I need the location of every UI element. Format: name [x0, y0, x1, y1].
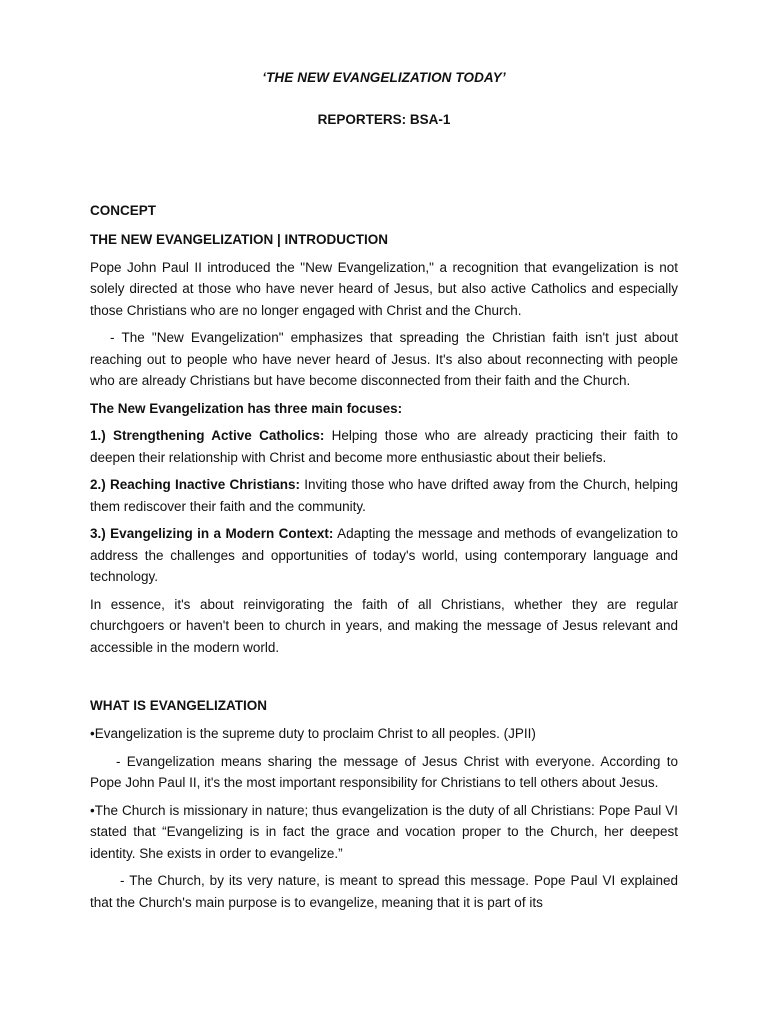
bullet-point: •The Church is missionary in nature; thus evangelization is the duty of all Christians: Pope Paul VI stated that “Evangelizing is in fact the grace and vocation proper to the Church, her deepest identity. She exists in order to evangelize.”	[90, 802, 678, 861]
focus-label: 2.) Reaching Inactive Christians:	[90, 477, 301, 492]
focuses-heading	[90, 398, 678, 420]
reporters-line: REPORTERS: BSA-1	[317, 112, 451, 127]
focus-text: Inviting those who have drifted away from the Church, helping them rediscover their faith and the community.	[90, 477, 678, 514]
focuses-heading-text: The New Evangelization has three main focuses:	[90, 400, 403, 416]
intro-heading: THE NEW EVANGELIZATION | INTRODUCTION	[90, 231, 389, 247]
focus-label: 3.) Evangelizing in a Modern Context:	[90, 526, 334, 541]
what-is-evangelization-heading: WHAT IS EVANGELIZATION	[90, 698, 267, 713]
bullet-point: •Evangelization is the supreme duty to proclaim Christ to all peoples. (JPII)	[90, 726, 536, 741]
focus-text: Adapting the message and methods of evangelization to address the challenges and opportunities of today's world, using contemporary language and technology.	[90, 526, 678, 584]
document-title: ‘THE NEW EVANGELIZATION TODAY’	[262, 70, 506, 85]
focus-item	[90, 474, 678, 517]
intro-explanation: - The "New Evangelization" emphasizes that spreading the Christian faith isn't just about reaching out to people who have never heard of Jesus. It's also about reconnecting with people who are already Christians but have become disconnected from their faith and the Church.	[90, 330, 678, 388]
bullet-explanation: - Evangelization means sharing the message of Jesus Christ with everyone. According to Pope John Paul II, it's the most important responsibility for Christians to tell others about Jesus.	[90, 753, 678, 790]
focus-item	[90, 425, 678, 468]
intro-paragraph: Pope John Paul II introduced the "New Evangelization," a recognition that evangelization is not solely directed at those who have never heard of Jesus, but also active Catholics and especially those Christians who are no longer engaged with Christ and the Church.	[90, 259, 678, 318]
focus-label: 1.) Strengthening Active Catholics:	[90, 428, 325, 443]
concept-heading: CONCEPT	[90, 202, 157, 218]
focus-item	[90, 523, 678, 588]
bullet-explanation: - The Church, by its very nature, is meant to spread this message. Pope Paul VI explained that the Church's main purpose is to evangelize, meaning that it is part of its	[90, 873, 678, 910]
essence-paragraph: In essence, it's about reinvigorating the faith of all Christians, whether they are regular churchgoers or haven't been to church in years, and making the message of Jesus relevant and accessible in the modern world.	[90, 596, 678, 655]
focus-text: Helping those who are already practicing their faith to deepen their relationship with Christ and become more enthusiastic about their beliefs.	[90, 428, 679, 465]
